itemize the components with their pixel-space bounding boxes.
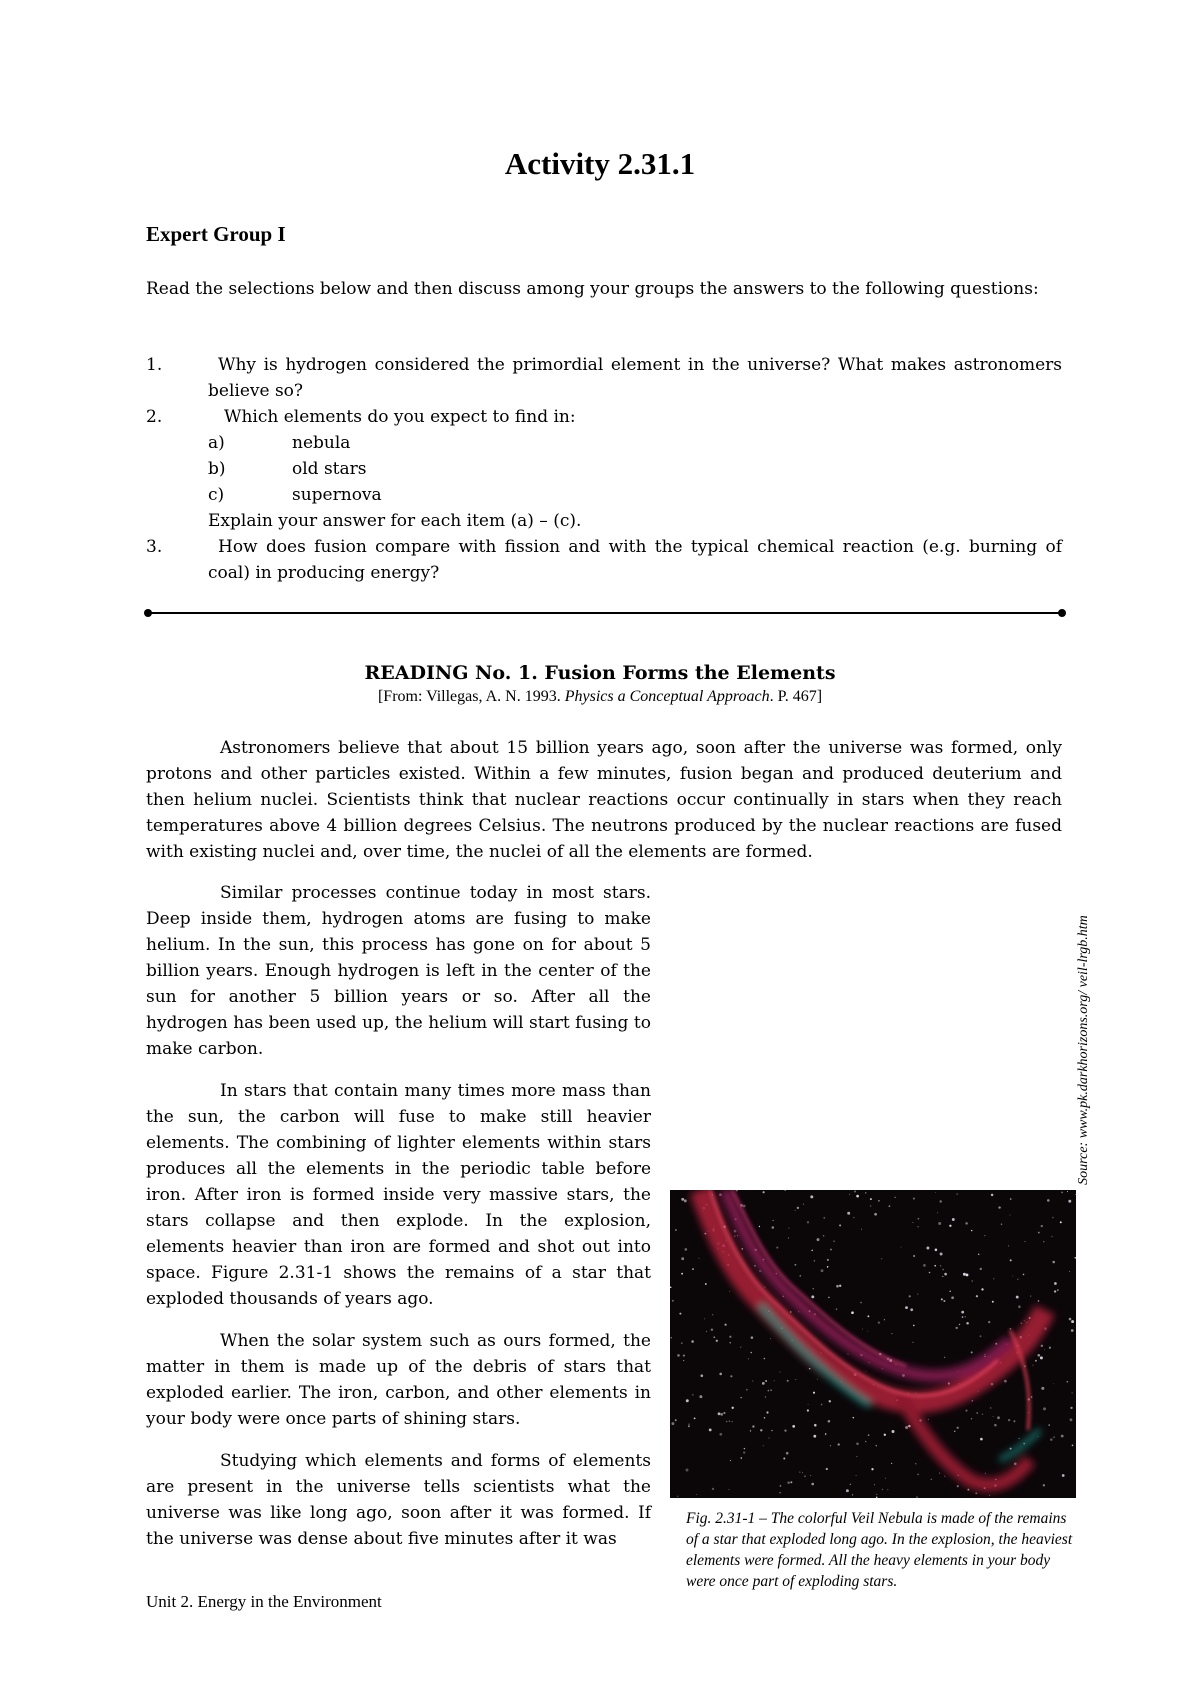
reading-paragraph bbox=[146, 1328, 651, 1432]
activity-title: Activity 2.31.1 bbox=[504, 146, 696, 181]
source-prefix: [From: Villegas, A. N. 1993. bbox=[377, 688, 565, 705]
reading-paragraph bbox=[146, 1078, 651, 1312]
sub-item-letter: c) bbox=[208, 485, 225, 505]
veil-nebula-image bbox=[670, 1190, 1076, 1498]
question-text: Why is hydrogen considered the primordial element in the universe? What makes astronomers believe so? bbox=[208, 355, 1062, 401]
reading-paragraph bbox=[146, 735, 1062, 865]
sub-item-text: old stars bbox=[292, 459, 367, 479]
paragraph-text: In stars that contain many times more mass than the sun, the carbon will fuse to make still heavier elements. The combining of lighter elements within stars produces all the elements in the periodic table before iron. After iron is formed inside very massive stars, the stars collapse and then explode. In the explosion, elements heavier than iron are formed and shot out into space. Figure 2.31-1 shows the remains of a star that exploded thousands of years ago. bbox=[146, 1081, 651, 1309]
reading-title: READING No. 1. Fusion Forms the Elements bbox=[364, 662, 836, 684]
reading-source bbox=[0, 688, 1200, 706]
group-heading: Expert Group I bbox=[146, 222, 286, 246]
image-source-credit: Source: www.pk.darkhorizons.org/ veil-lrgb.htm bbox=[1076, 915, 1091, 1185]
question-text: Which elements do you expect to find in: bbox=[224, 407, 576, 427]
sub-item-letter: a) bbox=[208, 433, 225, 453]
reading-paragraph bbox=[146, 880, 651, 1062]
divider-end-dot bbox=[1058, 609, 1066, 617]
figure-caption: Fig. 2.31-1 – The colorful Veil Nebula is made of the remains of a star that exploded long ago. In the explosion, the heaviest elements were formed. All the heavy elements in your body were once part of exploding stars. bbox=[686, 1510, 1073, 1590]
question-item bbox=[146, 352, 1062, 404]
sub-item bbox=[208, 482, 382, 508]
question-item bbox=[146, 404, 1062, 430]
paragraph-text: Astronomers believe that about 15 billion years ago, soon after the universe was formed, only protons and other particles existed. Within a few minutes, fusion began and produced deuterium and then helium nuclei. Scientists think that nuclear reactions occur continually in stars when they reach temperatures above 4 billion degrees Celsius. The neutrons produced by the nuclear reactions are fused with existing nuclei and, over time, the nuclei of all the elements are formed. bbox=[146, 738, 1062, 862]
section-divider bbox=[146, 612, 1062, 614]
paragraph-text: Studying which elements and forms of elements are present in the universe tells scientists what the universe was like long ago, soon after it was formed. If the universe was dense about five minutes after it was bbox=[146, 1451, 651, 1549]
paragraph-text: When the solar system such as ours formed, the matter in them is made up of the debris of stars that exploded earlier. The iron, carbon, and other elements in your body were once parts of shining stars. bbox=[146, 1331, 651, 1429]
sub-item-text: supernova bbox=[292, 485, 382, 505]
question-number: 2. bbox=[146, 407, 163, 427]
sub-item-text: nebula bbox=[292, 433, 351, 453]
question-item bbox=[146, 534, 1062, 586]
intro-text: Read the selections below and then discuss among your groups the answers to the following questions: bbox=[146, 279, 1039, 299]
paragraph-text: Similar processes continue today in most stars. Deep inside them, hydrogen atoms are fusing to make helium. In the sun, this process has gone on for about 5 billion years. Enough hydrogen is left in the center of the sun for another 5 billion years or so. After all the hydrogen has been used up, the helium will start fusing to make carbon. bbox=[146, 883, 651, 1059]
question-number: 3. bbox=[146, 537, 163, 557]
sub-item bbox=[208, 456, 367, 482]
sub-item bbox=[208, 430, 350, 456]
divider-end-dot bbox=[144, 609, 152, 617]
page-footer: Unit 2. Energy in the Environment bbox=[146, 1592, 382, 1611]
question-text: How does fusion compare with fission and with the typical chemical reaction (e.g. burning of coal) in producing energy? bbox=[208, 537, 1062, 583]
source-suffix: . P. 467] bbox=[769, 688, 823, 705]
question-number: 1. bbox=[146, 355, 163, 375]
reading-paragraph bbox=[146, 1448, 651, 1552]
sub-item-letter: b) bbox=[208, 459, 226, 479]
nebula-illustration bbox=[670, 1190, 1076, 1498]
source-book-title: Physics a Conceptual Approach bbox=[564, 688, 770, 705]
explain-text: Explain your answer for each item (a) – (c). bbox=[208, 511, 582, 531]
